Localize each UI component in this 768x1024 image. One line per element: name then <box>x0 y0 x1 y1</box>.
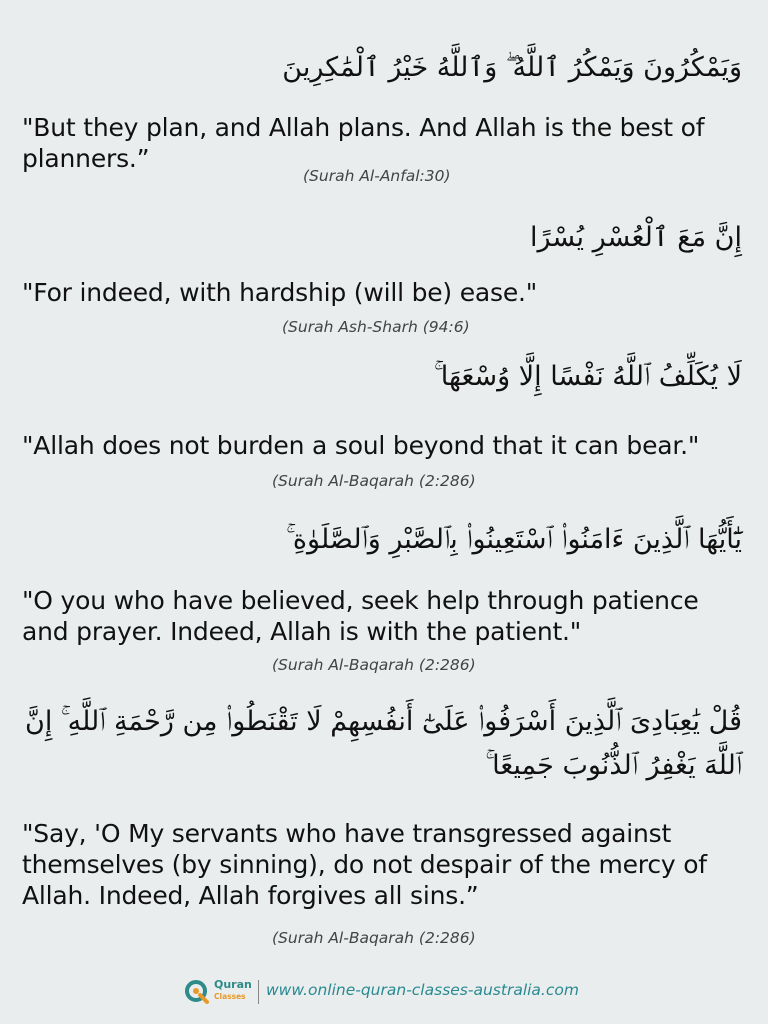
english-translation-2: "For indeed, with hardship (will be) ease." <box>22 278 538 307</box>
english-translation-5: "Say, 'O My servants who have transgressed against themselves (by sinning), do not despair of the mercy of Allah. Indeed, Allah forgives all sins.” <box>22 819 707 910</box>
english-translation-3: "Allah does not burden a soul beyond that it can bear." <box>22 431 700 460</box>
verse-reference-1: (Surah Al-Anfal:30) <box>303 167 451 185</box>
arabic-verse-5: قُلْ يَٰعِبَادِىَ ٱلَّذِينَ أَسْرَفُوا۟ عَلَىٰٓ أَنفُسِهِمْ لَا تَقْنَطُوا۟ مِن رَّحْمَةِ ٱللَّهِ ۚ إِنَّ ٱللَّهَ يَغْفِرُ ٱلذُّنُوبَ جَمِيعًا ۚ <box>24 706 742 781</box>
english-translation-1: "But they plan, and Allah plans. And Allah is the best of planners.” <box>22 113 705 173</box>
english-translation-4: "O you who have believed, seek help through patience and prayer. Indeed, Allah is with the patient." <box>22 586 699 646</box>
quran-classes-logo-icon <box>184 978 210 1004</box>
arabic-verse-3: لَا يُكَلِّفُ ٱللَّهُ نَفْسًا إِلَّا وُسْعَهَا ۚ <box>434 361 742 392</box>
arabic-verse-1: وَيَمْكُرُونَ وَيَمْكُرُ ٱللَّهُ ۖ وَٱللَّهُ خَيْرُ ٱلْمَٰكِرِينَ <box>282 52 742 83</box>
verse-reference-3: (Surah Al-Baqarah (2:286) <box>272 472 476 490</box>
logo-wordmark <box>214 980 252 1002</box>
logo-subtitle: Classes <box>214 992 246 1001</box>
verse-reference-4: (Surah Al-Baqarah (2:286) <box>272 656 476 674</box>
logo-name: Quran <box>214 978 252 991</box>
verse-reference-5: (Surah Al-Baqarah (2:286) <box>272 929 476 947</box>
arabic-verse-4: يَٰٓأَيُّهَا ٱلَّذِينَ ءَامَنُوا۟ ٱسْتَعِينُوا۟ بِٱلصَّبْرِ وَٱلصَّلَوٰةِ ۚ <box>286 524 742 555</box>
arabic-verse-2: إِنَّ مَعَ ٱلْعُسْرِ يُسْرًا <box>530 222 742 253</box>
footer <box>0 976 768 1012</box>
verse-reference-2: (Surah Ash-Sharh (94:6) <box>282 318 470 336</box>
footer-divider <box>258 980 259 1004</box>
website-url: www.online-quran-classes-australia.com <box>266 981 579 999</box>
